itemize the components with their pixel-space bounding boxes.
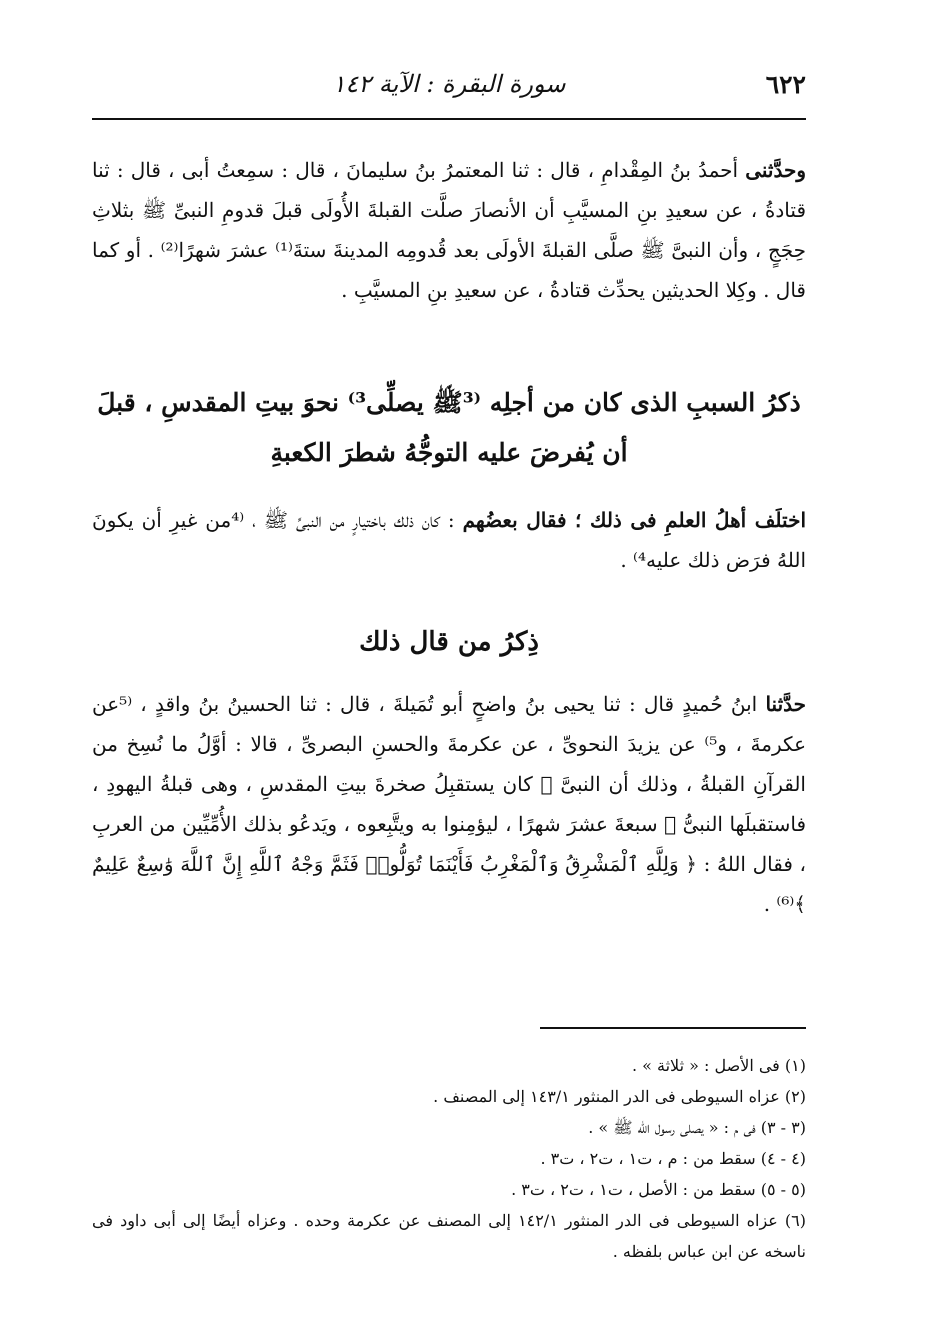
paragraph-hadith-1 [92, 150, 806, 310]
footnote: (٣ - ٣) فى م : « يصلى رسول الله ﷺ » . [588, 1118, 806, 1137]
paragraph-lead: وحدَّثنى [745, 158, 806, 182]
header-rule [92, 118, 806, 120]
subsection-heading-block [92, 622, 806, 662]
page-number: ٦٢٢ [765, 70, 806, 99]
paragraph [92, 684, 806, 924]
paragraph-lead: حدَّثنا [765, 692, 806, 716]
paragraph-opinions [92, 500, 806, 580]
footnote: (٢) عزاه السيوطى فى الدر المنثور ١٤٣/١ إلى المصنف . [433, 1087, 806, 1106]
footnote: (٦) عزاه السيوطى فى الدر المنثور ١٤٢/١ إلى المصنف عن عكرمة وحده . وعزاه أيضًا إلى أبى داود فى ناسخه عن ابن عباس بلفظه . [92, 1211, 807, 1261]
subsection-heading: ذِكرُ من قال ذلك [359, 627, 539, 657]
footnote: (٥ - ٥) سقط من : الأصل ، ت١ ، ت٢ ، ت٣ . [511, 1180, 806, 1199]
footnotes [92, 1050, 806, 1267]
page-header [92, 66, 806, 106]
footnote-rule [540, 1027, 806, 1029]
paragraph [92, 500, 806, 580]
footnote: (٤ - ٤) سقط من : م ، ت١ ، ت٢ ، ت٣ . [540, 1149, 806, 1168]
paragraph-text: ابنُ حُميدٍ قال : ثنا يحيى بنُ واضحٍ أبو تُمَيلةَ ، قال : ثنا الحسينُ بنُ واقدٍ ، ⁽⁵عن عكرمةَ ، و⁵⁾ عن يزيدَ النحوىِّ ، عن عكرمةَ والحسنِ البصرىِّ ، قالا : أوَّلُ ما نُسِخ من القرآنِ القبلةُ ، وذلك أن النبىَّ ﷺ كان يستقبِلُ صخرةَ بيتِ المقدسِ ، وهى قبلةُ اليهودِ ، فاستقبلَها النبىُّ ﷺ سبعةَ عشرَ شهرًا ، ليؤمِنوا به ويتَّبِعوه ، ويَدعُو بذلك الأُمِّيِّين من العربِ ، فقال اللهُ : ﴿ وَلِلَّهِ ٱلْمَشْرِقُ وَٱلْمَغْرِبُ فَأَيْنَمَا تُوَلُّوا۟ فَثَمَّ وَجْهُ ٱللَّهِ إِنَّ ٱللَّهَ وَٰسِعٌ عَلِيمٌ ﴾⁽⁶⁾ . [92, 692, 807, 916]
running-title: سورة البقرة : الآية ١٤٢ [332, 70, 566, 98]
paragraph-lead: اختلَف أهلُ العلمِ فى ذلك ؛ فقال بعضُهم [462, 508, 807, 532]
footnote: (١) فى الأصل : « ثلاثة » . [631, 1056, 806, 1075]
section-heading-block [92, 378, 806, 478]
paragraph [92, 150, 806, 310]
paragraph-hadith-2 [92, 684, 806, 924]
paragraph-text: : كان ذلك باختيارٍ من النبىِّ ﷺ ، ⁽⁴من غيرِ أن يكونَ اللهُ فرَض ذلك عليه⁴⁾ . [92, 508, 806, 572]
paragraph-text: أحمدُ بنُ المِقْدامِ ، قال : ثنا المعتمرُ بنُ سليمانَ ، قال : سمِعتُ أبى ، قال : ثنا قتادةُ ، عن سعيدِ بنِ المسيَّبِ أن الأنصارَ صلَّت القبلةَ الأُولَى قبلَ قدومِ النبىِّ ﷺ بثلاثِ حِجَجٍ ، وأن النبىَّ ﷺ صلَّى القبلةَ الأولَى بعد قُدومِه المدينةَ ستةَ⁽¹⁾ عشرَ شهرًا⁽²⁾ . أو كما قال . وكِلا الحديثين يحدِّث قتادةُ ، عن سعيدِ بنِ المسيَّبِ . [92, 158, 807, 302]
section-heading: ذكرُ السببِ الذى كان من أجلِه ⁽³ﷺ يصلِّى³⁾ نحوَ بيتِ المقدسِ ، قبلَ أن يُفرضَ عليه التوجُّهُ شطرَ الكعبةِ [97, 388, 801, 467]
